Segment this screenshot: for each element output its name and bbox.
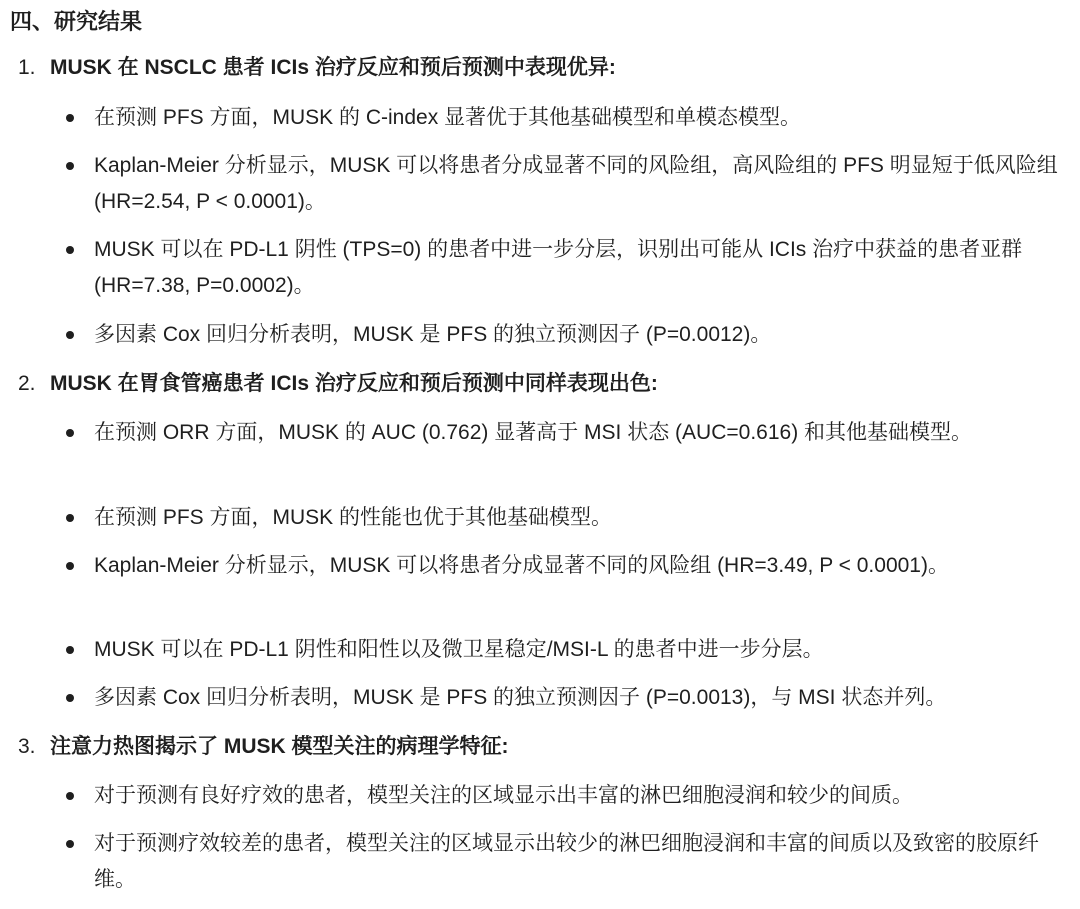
section-number: 2. — [18, 372, 36, 395]
section-2-title — [18, 366, 658, 402]
bullet-dot-icon — [66, 694, 74, 702]
list-item — [66, 317, 1066, 353]
bullet-dot-icon — [66, 246, 74, 254]
list-item — [66, 548, 1066, 584]
list-item — [66, 100, 1066, 136]
list-item-text: 在预测 PFS 方面，MUSK 的 C-index 显著优于其他基础模型和单模态模型。 — [94, 106, 802, 129]
list-item — [66, 415, 1066, 451]
section-1-title — [18, 50, 616, 86]
list-item-text: Kaplan-Meier 分析显示，MUSK 可以将患者分成显著不同的风险组，高风险组的 PFS 明显短于低风险组 (HR=2.54, P < 0.0001)。 — [94, 154, 1058, 213]
bullet-dot-icon — [66, 331, 74, 339]
list-item-text: 多因素 Cox 回归分析表明，MUSK 是 PFS 的独立预测因子 (P=0.0012)。 — [94, 323, 772, 346]
section-title-text: MUSK 在胃食管癌患者 ICIs 治疗反应和预后预测中同样表现出色: — [50, 372, 658, 395]
list-item-text: 对于预测疗效较差的患者，模型关注的区域显示出较少的淋巴细胞浸润和丰富的间质以及致密的胶原纤维。 — [94, 832, 1039, 891]
section-title-text: MUSK 在 NSCLC 患者 ICIs 治疗反应和预后预测中表现优异: — [50, 56, 616, 79]
list-item — [66, 500, 1066, 536]
section-number: 3. — [18, 735, 36, 758]
list-item-text: MUSK 可以在 PD-L1 阴性和阳性以及微卫星稳定/MSI-L 的患者中进一步分层。 — [94, 638, 824, 661]
list-item-text: MUSK 可以在 PD-L1 阴性 (TPS=0) 的患者中进一步分层，识别出可能从 ICIs 治疗中获益的患者亚群 (HR=7.38, P=0.0002)。 — [94, 238, 1023, 297]
list-item — [66, 826, 1066, 898]
list-item — [66, 778, 1066, 814]
section-3-title — [18, 729, 509, 765]
list-item — [66, 148, 1066, 220]
bullet-dot-icon — [66, 429, 74, 437]
list-item — [66, 632, 1066, 668]
list-item-text: 多因素 Cox 回归分析表明，MUSK 是 PFS 的独立预测因子 (P=0.0013)，与 MSI 状态并列。 — [94, 686, 947, 709]
bullet-dot-icon — [66, 162, 74, 170]
list-item-text: Kaplan-Meier 分析显示，MUSK 可以将患者分成显著不同的风险组 (HR=3.49, P < 0.0001)。 — [94, 554, 949, 577]
bullet-dot-icon — [66, 562, 74, 570]
section-heading: 四、研究结果 — [10, 9, 143, 34]
list-item — [66, 232, 1066, 304]
section-number: 1. — [18, 56, 36, 79]
list-item-text: 在预测 ORR 方面，MUSK 的 AUC (0.762) 显著高于 MSI 状态 (AUC=0.616) 和其他基础模型。 — [94, 421, 973, 444]
list-item — [66, 680, 1066, 716]
section-title-text: 注意力热图揭示了 MUSK 模型关注的病理学特征: — [50, 735, 509, 758]
bullet-dot-icon — [66, 514, 74, 522]
bullet-dot-icon — [66, 840, 74, 848]
list-item-text: 对于预测有良好疗效的患者，模型关注的区域显示出丰富的淋巴细胞浸润和较少的间质。 — [94, 784, 913, 807]
list-item-text: 在预测 PFS 方面，MUSK 的性能也优于其他基础模型。 — [94, 506, 613, 529]
bullet-dot-icon — [66, 114, 74, 122]
bullet-dot-icon — [66, 646, 74, 654]
bullet-dot-icon — [66, 792, 74, 800]
